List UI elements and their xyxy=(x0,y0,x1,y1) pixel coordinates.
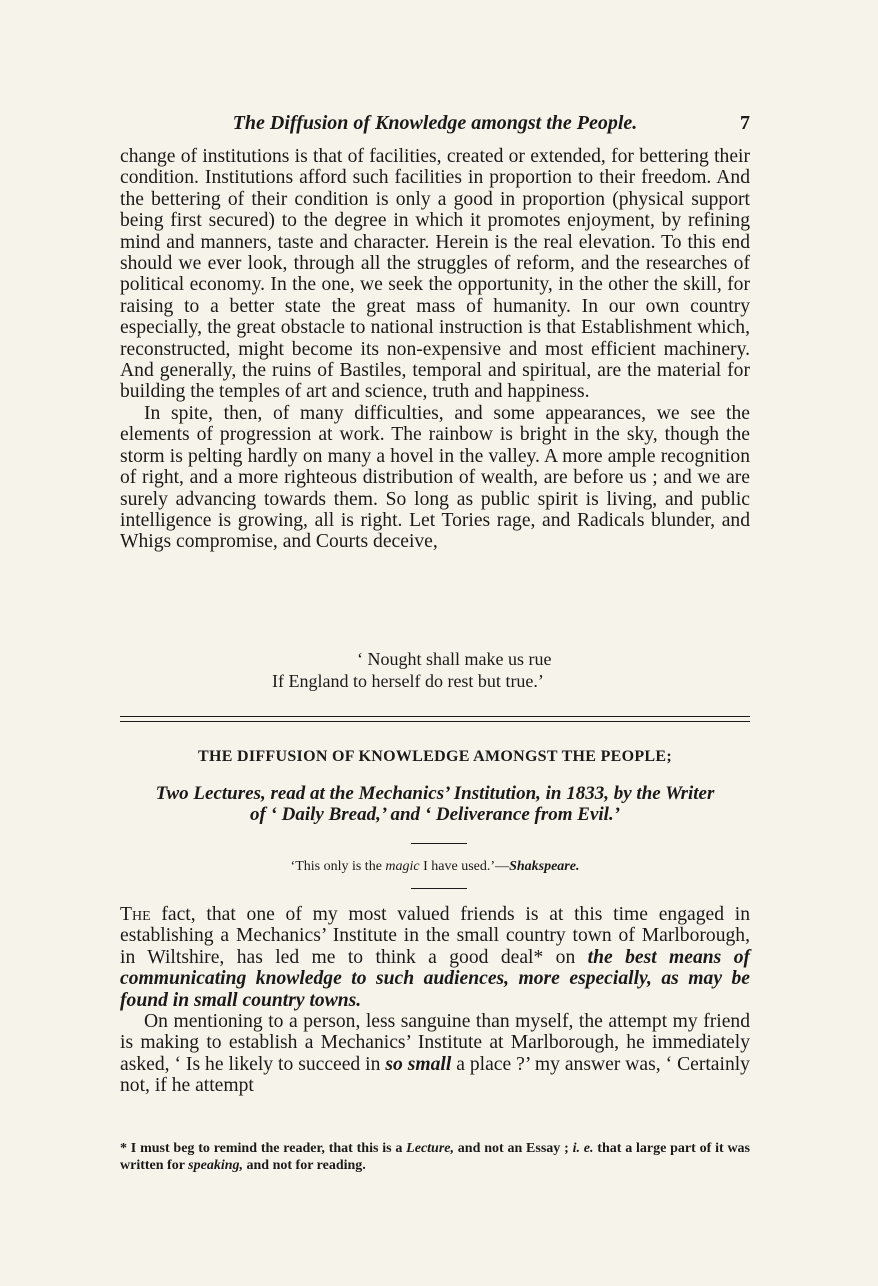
footnote-part-3: that a large part of it was written for xyxy=(120,1141,751,1173)
footnote-lecture: Lecture, xyxy=(406,1141,454,1156)
page-header xyxy=(120,112,750,138)
paragraph-progression: In spite, then, of many difficulties, and some appearances, we see the elements of progression at work. The rainbow is bright in the sky, though the storm is pelting hardly on many a hovel in the valley. A more ample recognition of right, and a more righteous distribution of wealth, are before us ; and we are surely advancing towards them. So long as public spirit is living, and public intelligence is growing, all is right. Let Tories rage, and Radicals blunder, and Whigs compromise, and Courts deceive, xyxy=(120,402,750,553)
page-number: 7 xyxy=(740,112,750,134)
article-subtitle xyxy=(120,783,750,825)
footnote-part-4: and not for reading. xyxy=(243,1158,366,1173)
paragraph-mentioning xyxy=(120,1011,750,1097)
footnote-part-1: * I must beg to remind the reader, that this is a xyxy=(120,1141,407,1156)
opening-emphasis: the best means of communicating knowledge to such audiences, more especially, as may be found in small country towns. xyxy=(120,946,751,1011)
footnote-speaking: speaking, xyxy=(188,1158,244,1173)
lecture-text xyxy=(120,904,750,1097)
epigraph-author: Shakspeare. xyxy=(509,859,580,874)
subtitle-line-1: Two Lectures, read at the Mechanics’ Institution, in 1833, by the Writer xyxy=(155,783,715,804)
article-title: THE DIFFUSION OF KNOWLEDGE AMONGST THE PEOPLE; xyxy=(197,748,673,765)
epigraph-mid: I have used.’— xyxy=(419,859,510,874)
mentioning-text-a: On mentioning to a person, less sanguine than myself, the attempt my friend is making to establish a Mechanics’ Institute at Marlborough, he immediately asked, ‘ Is he likely to succeed in xyxy=(120,1011,750,1075)
short-rule-top xyxy=(411,843,467,844)
opening-text: fact, that one of my most valued friends is at this time engaged in establishing a Mechanics’ Institute in the small country town of Marlborough, in Wiltshire, has led me to think a good deal* on xyxy=(120,904,750,968)
verse-line-1: ‘ Nought shall make us rue xyxy=(357,649,552,669)
drop-word: The xyxy=(120,904,151,925)
paragraph-opening xyxy=(120,904,750,1011)
verse-line-2: If England to herself do rest but true.’ xyxy=(272,671,544,691)
footnote-ie: i. e. xyxy=(572,1141,594,1156)
short-rule-bottom xyxy=(411,888,467,889)
epigraph-open: ‘This only is the xyxy=(290,859,386,874)
section-divider xyxy=(120,716,750,722)
mentioning-text-b: a place ?’ my answer was, ‘ Certainly not, if he attempt xyxy=(120,1053,750,1097)
footnote xyxy=(120,1140,750,1174)
epigraph-magic: magic xyxy=(385,859,420,874)
continued-text xyxy=(120,146,750,553)
mentioning-emphasis: so small xyxy=(385,1053,452,1075)
running-title: The Diffusion of Knowledge amongst the People. xyxy=(232,112,638,134)
epigraph xyxy=(120,859,750,875)
paragraph-continued: change of institutions is that of facilities, created or extended, for bettering their condition. Institutions afford such facilities in proportion to their freedom. And the bettering of their condition is only a good in proportion (physical support being first secured) to the degree in which it promotes enjoyment, by refining mind and manners, taste and character. Herein is the real elevation. To this end should we ever look, through all the struggles of reform, and the researches of political economy. In the one, we seek the opportunity, in the other the skill, for raising to a better state the great mass of humanity. In our own country especially, the great obstacle to national instruction is that Establishment which, reconstructed, might become its non-expensive and most efficient machinery. And generally, the ruins of Bastiles, temporal and spiritual, are the material for building the temples of art and science, truth and happiness. xyxy=(120,146,750,403)
verse-quote xyxy=(120,648,750,692)
subtitle-line-2: of ‘ Daily Bread,’ and ‘ Deliverance from Evil.’ xyxy=(249,804,621,825)
footnote-part-2: and not an Essay ; xyxy=(454,1141,573,1156)
